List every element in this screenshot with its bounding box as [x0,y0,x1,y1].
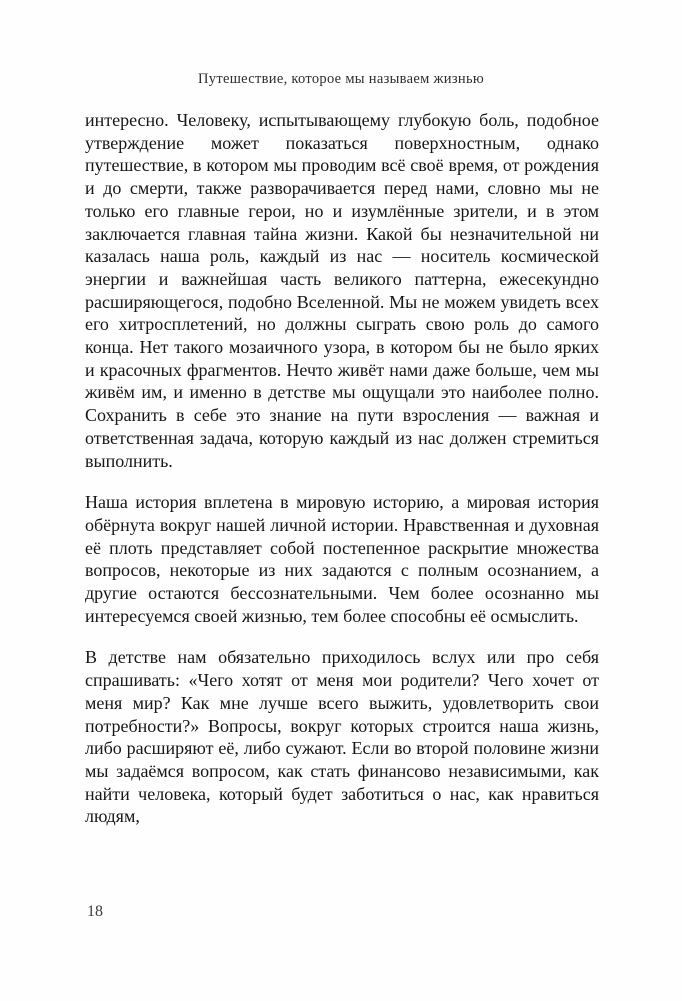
paragraph: интересно. Человеку, испытывающему глубокую боль, подобное утверждение может показаться поверхностным, однако путешествие, в котором мы проводим всё своё время, от рождения и до смерти, также разворачивается перед нами, словно мы не только его главные герои, но и изумлённые зрители, и в этом заключается главная тайна жизни. Какой бы незначительной ни казалась наша роль, каждый из нас — носитель космической энергии и важнейшая часть великого паттерна, ежесекундно расширяющегося, подобно Вселенной. Мы не можем увидеть всех его хитросплетений, но должны сыграть свою роль до самого конца. Нет такого мозаичного узора, в котором бы не было ярких и красочных фрагментов. Нечто живёт нами даже больше, чем мы живём им, и именно в детстве мы ощущали это наиболее полно. Сохранить в себе это знание на пути взросления — важная и ответственная задача, которую каждый из нас должен стремиться выполнить. [85,110,599,471]
running-header: Путешествие, которое мы называем жизнью [198,71,484,87]
paragraph: Наша история вплетена в мировую историю, а мировая история обёрнута вокруг нашей личной истории. Нравственная и духовная её плоть представляет собой постепенное раскрытие множества вопросов, некоторые из них задаются с полным осознанием, а другие остаются бессознательными. Чем более осознанно мы интересуемся своей жизнью, тем более способны её осмыслить. [85,492,599,626]
paragraph: В детстве нам обязательно приходилось вслух или про себя спрашивать: «Чего хотят от меня мои родители? Чего хочет от меня мир? Как мне лучше всего выжить, удовлетворить свои потребности?» Вопросы, вокруг которых строится наша жизнь, либо расширяют её, либо сужают. Если во второй половине жизни мы задаёмся вопросом, как стать финансово независимыми, как найти человека, который будет заботиться о нас, как нравиться людям, [85,647,599,827]
page-number: 18 [87,903,103,920]
page-body [85,109,599,828]
